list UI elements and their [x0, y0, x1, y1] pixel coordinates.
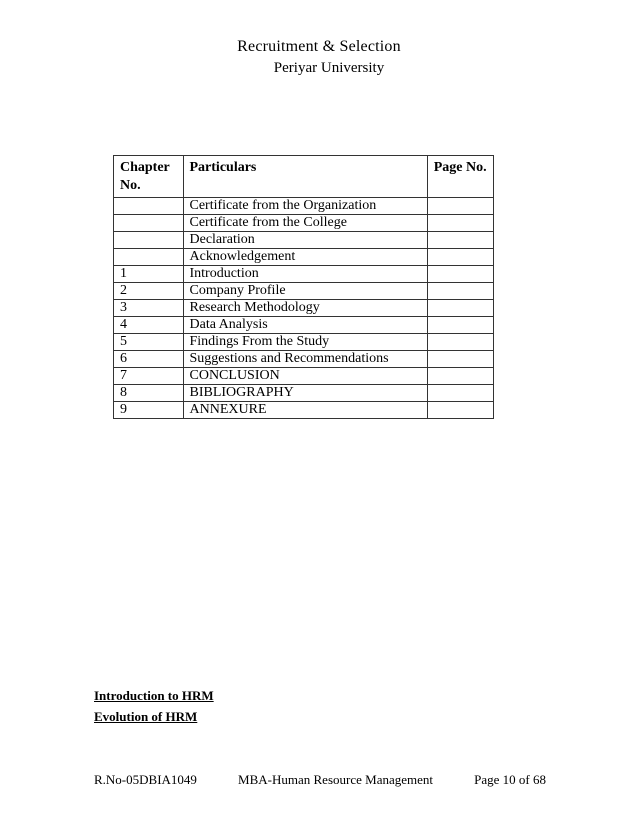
- cell-particulars: Suggestions and Recommendations: [183, 351, 427, 368]
- table-row: [114, 368, 494, 385]
- page-footer: [94, 772, 546, 788]
- cell-chapter: 5: [114, 334, 184, 351]
- cell-chapter: 1: [114, 266, 184, 283]
- table-row: [114, 249, 494, 266]
- program-name: MBA-Human Resource Management: [238, 772, 433, 787]
- table-row: [114, 283, 494, 300]
- cell-page: [427, 334, 493, 351]
- cell-page: [427, 385, 493, 402]
- document-title: Recruitment & Selection: [237, 38, 401, 55]
- table-row: [114, 266, 494, 283]
- cell-page: [427, 266, 493, 283]
- cell-page: [427, 317, 493, 334]
- section-headings: [94, 688, 214, 730]
- cell-particulars: Company Profile: [183, 283, 427, 300]
- cell-particulars: BIBLIOGRAPHY: [183, 385, 427, 402]
- cell-chapter: 7: [114, 368, 184, 385]
- cell-page: [427, 283, 493, 300]
- table-row: [114, 215, 494, 232]
- table-row: [114, 351, 494, 368]
- table-row: [114, 232, 494, 249]
- cell-chapter: 4: [114, 317, 184, 334]
- cell-chapter: [114, 249, 184, 266]
- cell-chapter: 8: [114, 385, 184, 402]
- table-row: [114, 402, 494, 419]
- table-header-row: [114, 156, 494, 198]
- header-page-no: Page No.: [427, 156, 493, 198]
- cell-particulars: Acknowledgement: [183, 249, 427, 266]
- contents-table: [113, 155, 494, 419]
- cell-particulars: Research Methodology: [183, 300, 427, 317]
- cell-page: [427, 300, 493, 317]
- cell-chapter: 2: [114, 283, 184, 300]
- cell-particulars: Declaration: [183, 232, 427, 249]
- table-row: [114, 334, 494, 351]
- cell-page: [427, 402, 493, 419]
- university-name: Periyar University: [273, 60, 385, 76]
- cell-page: [427, 368, 493, 385]
- cell-particulars: Data Analysis: [183, 317, 427, 334]
- cell-page: [427, 215, 493, 232]
- cell-page: [427, 249, 493, 266]
- cell-page: [427, 351, 493, 368]
- cell-chapter: 9: [114, 402, 184, 419]
- table-row: [114, 385, 494, 402]
- cell-chapter: [114, 232, 184, 249]
- table-row: [114, 317, 494, 334]
- cell-chapter: 6: [114, 351, 184, 368]
- cell-page: [427, 232, 493, 249]
- header-chapter-no: Chapter No.: [114, 156, 184, 198]
- cell-chapter: 3: [114, 300, 184, 317]
- cell-particulars: Findings From the Study: [183, 334, 427, 351]
- cell-chapter: [114, 215, 184, 232]
- header-particulars: Particulars: [183, 156, 427, 198]
- cell-particulars: Certificate from the College: [183, 215, 427, 232]
- evolution-of-hrm-heading: Evolution of HRM: [94, 709, 198, 724]
- cell-particulars: CONCLUSION: [183, 368, 427, 385]
- cell-particulars: ANNEXURE: [183, 402, 427, 419]
- cell-chapter: [114, 198, 184, 215]
- table-row: [114, 198, 494, 215]
- table-row: [114, 300, 494, 317]
- page-number: Page 10 of 68: [474, 772, 546, 787]
- contents-table-body: [114, 198, 494, 419]
- introduction-to-hrm-heading: Introduction to HRM: [94, 688, 214, 703]
- cell-particulars: Certificate from the Organization: [183, 198, 427, 215]
- registration-number: R.No-05DBIA1049: [94, 772, 197, 787]
- cell-page: [427, 198, 493, 215]
- cell-particulars: Introduction: [183, 266, 427, 283]
